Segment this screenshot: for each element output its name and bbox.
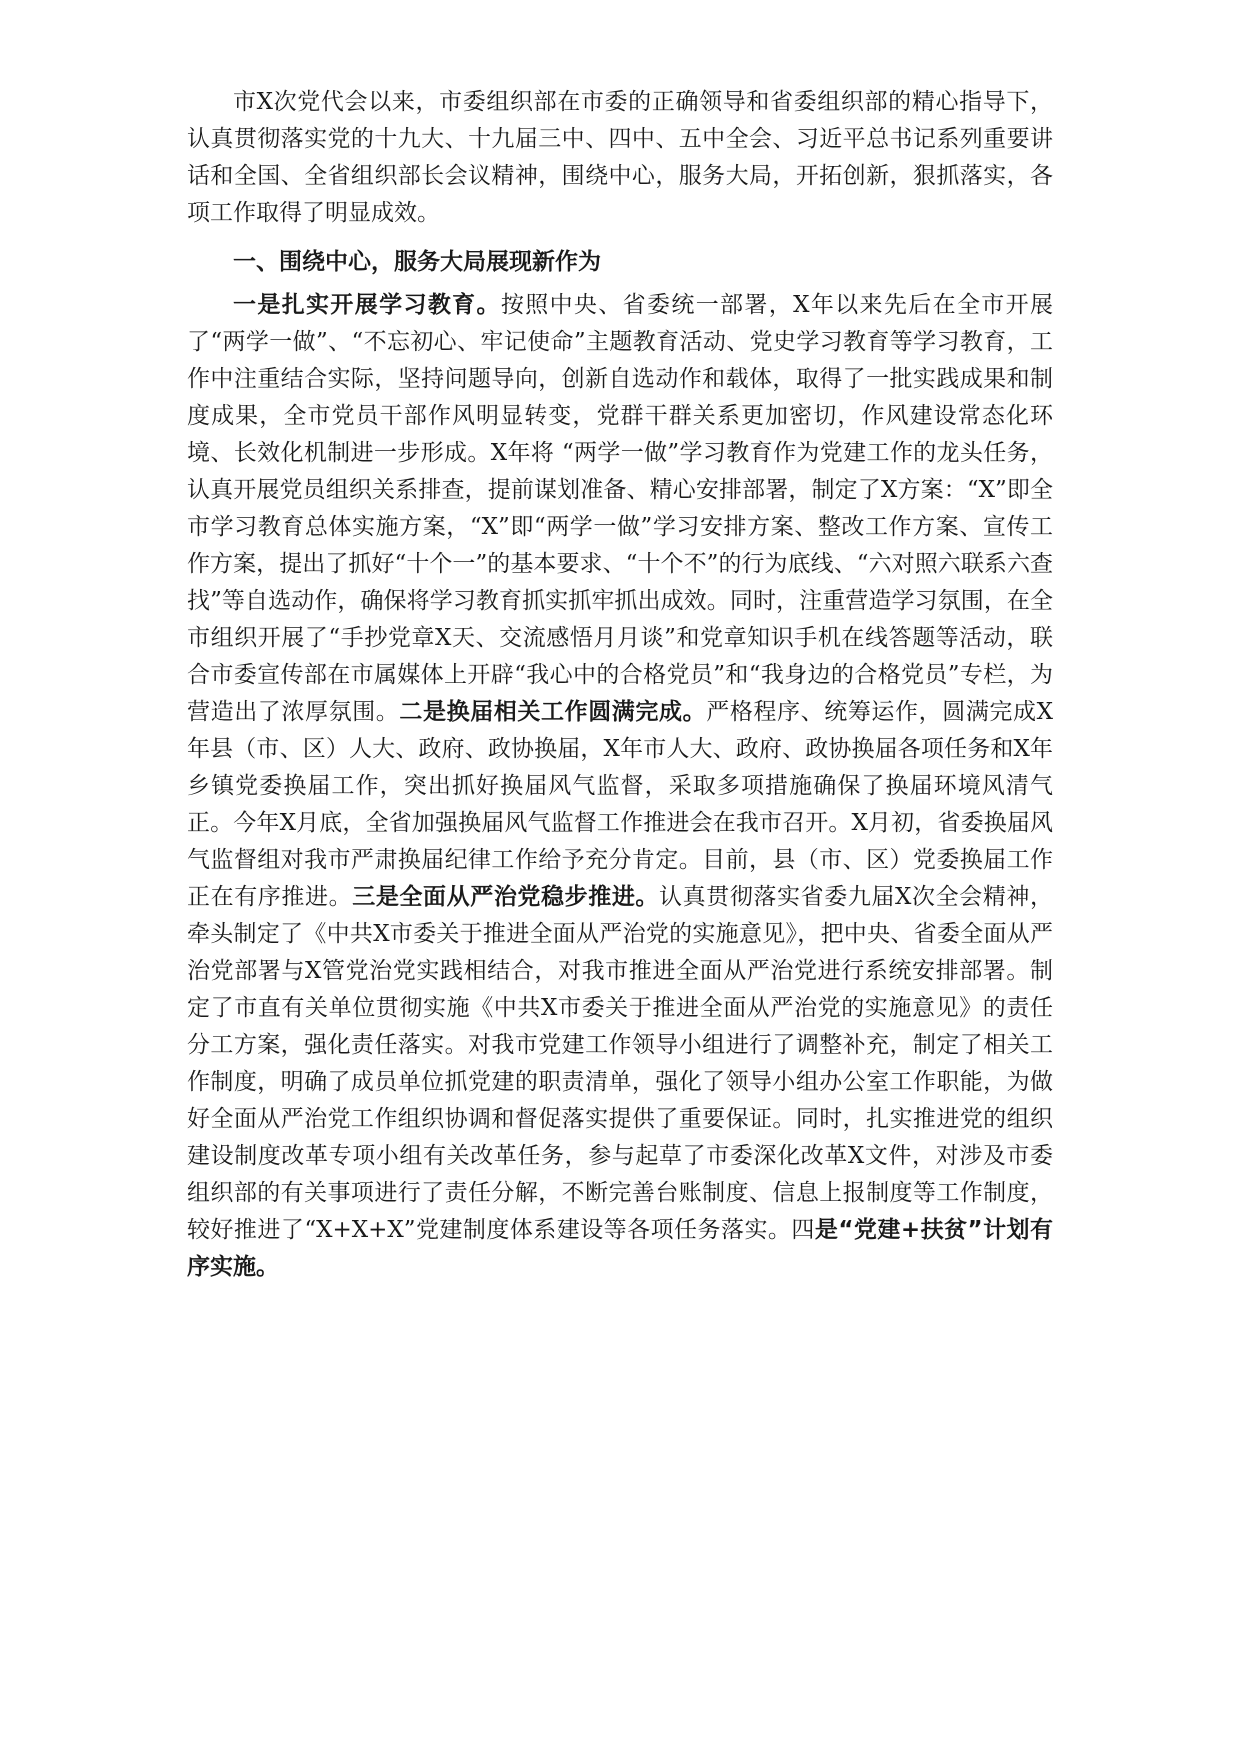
section-heading: 一、围绕中心，服务大局展现新作为 <box>233 249 601 275</box>
item-4-title: 是“党建+扶贫”计划有序实施。 <box>187 1217 1053 1280</box>
item-1-text: 按照中央、省委统一部署，X年以来先后在全市开展了“两学一做”、“不忘初心、牢记使命”主题教育活动、党史学习教育等学习教育，工作中注重结合实际，坚持问题导向，创新自选动作和载体，取得了一批实践成果和制度成果，全市党员干部作风明显转变，党群干群关系更加密切，作风建设常态化环境、长效化机制进一步形成。X年将 “两学一做”学习教育作为党建工作的龙头任务，认真开展党员组织关系排查，提前谋划准备、精心安排部署，制定了X方案：“X”即全市学习教育总体实施方案，“X”即“两学一做”学习安排方案、整改工作方案、宣传工作方案，提出了抓好“十个一”的基本要求、“十个不”的行为底线、“六对照六联系六查找”等自选动作，确保将学习教育抓实抓牢抓出成效。同时，注重营造学习氛围，在全市组织开展了“手抄党章X天、交流感悟月月谈”和党章知识手机在线答题等活动，联合市委宣传部在市属媒体上开辟“我心中的合格党员”和“我身边的合格党员”专栏，为营造出了浓厚氛围。 <box>187 292 1053 725</box>
intro-paragraph: 市X次党代会以来，市委组织部在市委的正确领导和省委组织部的精心指导下，认真贯彻落实党的十九大、十九届三中、四中、五中全会、习近平总书记系列重要讲话和全国、全省组织部长会议精神，围绕中心，服务大局，开拓创新，狠抓落实，各项工作取得了明显成效。 <box>187 89 1053 226</box>
item-3-title: 三是全面从严治党稳步推进。 <box>352 884 660 910</box>
item-3-text: 认真贯彻落实省委九届X次全会精神，牵头制定了《中共X市委关于推进全面从严治党的实施意见》，把中央、省委全面从严治党部署与X管党治党实践相结合，对我市推进全面从严治党进行系统安排部署。制定了市直有关单位贯彻实施《中共X市委关于推进全面从严治党的实施意见》的责任分工方案，强化责任落实。对我市党建工作领导小组进行了调整补充，制定了相关工作制度，明确了成员单位抓党建的职责清单，强化了领导小组办公室工作职能，为做好全面从严治党工作组织协调和督促落实提供了重要保证。同时，扎实推进党的组织建设制度改革专项小组有关改革任务，参与起草了市委深化改革X文件，对涉及市委组织部的有关事项进行了责任分解，不断完善台账制度、信息上报制度等工作制度，较好推进了“X+X+X”党建制度体系建设等各项任务落实。 <box>187 884 1054 1243</box>
item-4-prefix: 四 <box>791 1217 815 1243</box>
document-page <box>187 84 1053 1286</box>
item-1-title: 一是扎实开展学习教育。 <box>233 292 501 318</box>
section-body-paragraph <box>187 287 1053 1286</box>
item-2-title: 二是换届相关工作圆满完成。 <box>399 699 707 725</box>
item-2-text: 严格程序、统筹运作，圆满完成X年县（市、区）人大、政府、政协换届，X年市人大、政府、政协换届各项任务和X年乡镇党委换届工作，突出抓好换届风气监督，采取多项措施确保了换届环境风清气正。今年X月底，全省加强换届风气监督工作推进会在我市召开。X月初，省委换届风气监督组对我市严肃换届纪律工作给予充分肯定。目前，县（市、区）党委换届工作正在有序推进。 <box>187 699 1054 910</box>
